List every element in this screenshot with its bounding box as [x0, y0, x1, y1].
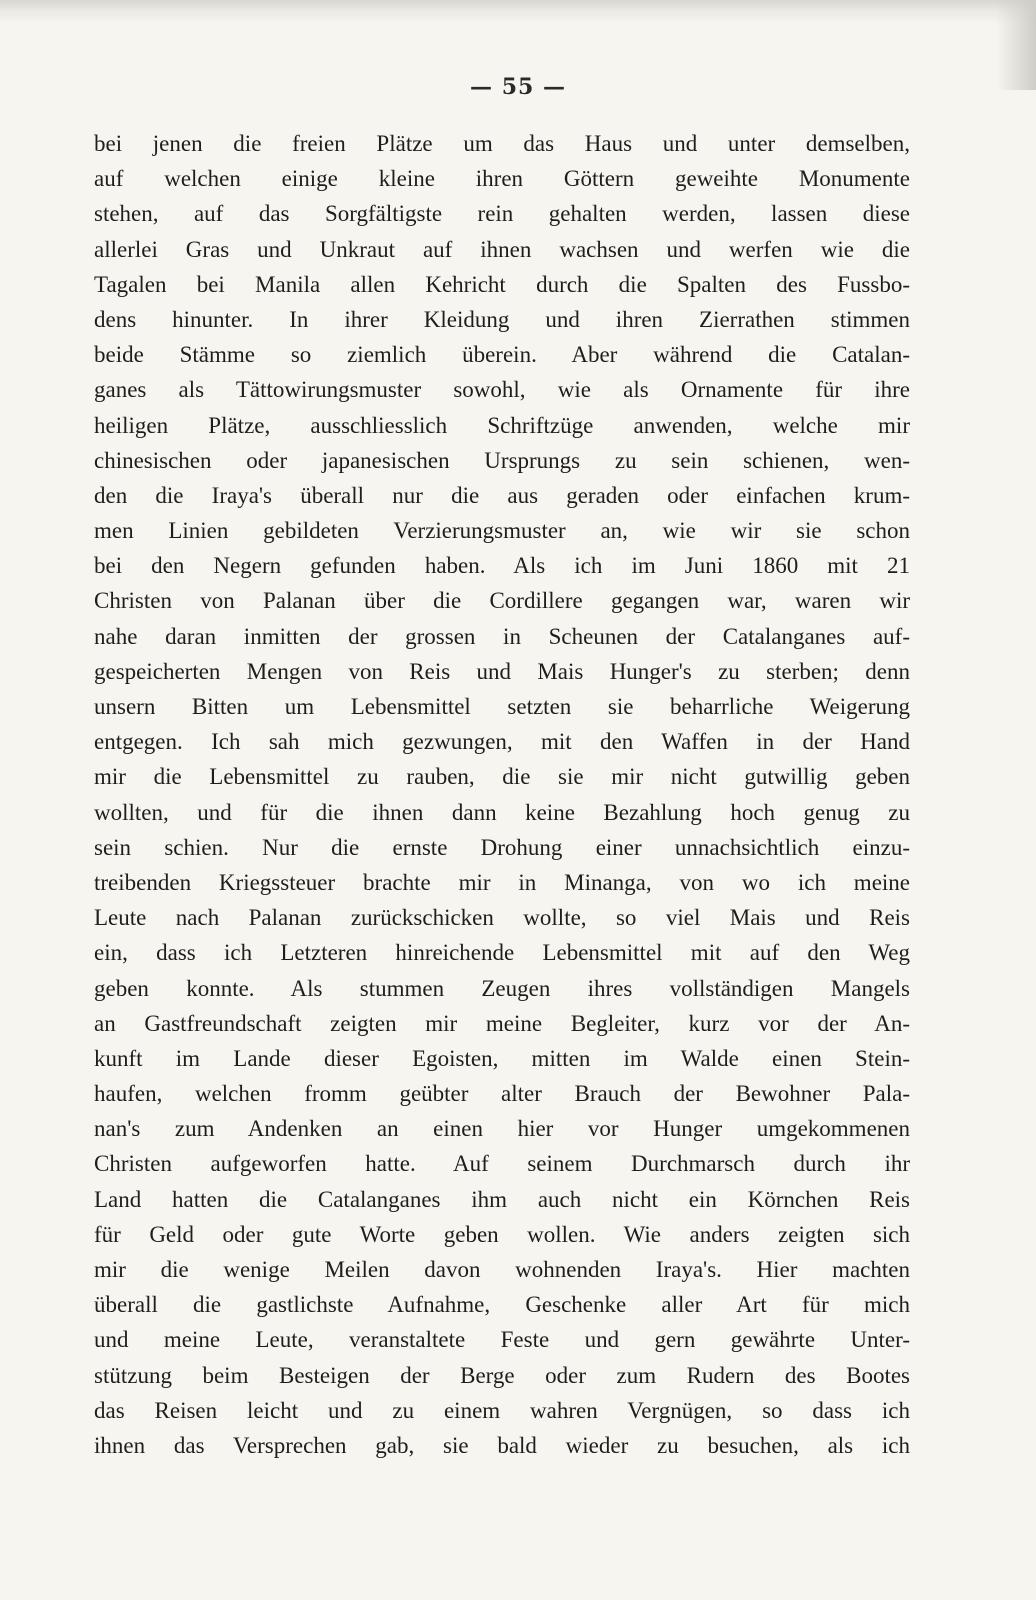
text-line: dens hinunter. In ihrer Kleidung und ihren Zierrathen stimmen	[94, 306, 910, 332]
text-line: sein schien. Nur die ernste Drohung einer unnachsichtlich einzu-	[94, 834, 910, 860]
text-line: geben konnte. Als stummen Zeugen ihres vollständigen Mangels	[94, 975, 910, 1001]
text-line: haufen, welchen fromm geübter alter Brauch der Bewohner Pala-	[94, 1081, 910, 1107]
text-line: allerlei Gras und Unkraut auf ihnen wachsen und werfen wie die	[94, 236, 910, 262]
text-line: auf welchen einige kleine ihren Göttern geweihte Monumente	[94, 166, 910, 192]
text-line: men Linien gebildeten Verzierungsmuster an, wie wir sie schon	[94, 518, 910, 544]
text-line: wollten, und für die ihnen dann keine Bezahlung hoch genug zu	[94, 799, 910, 825]
text-line: nahe daran inmitten der grossen in Scheunen der Catalanganes auf-	[94, 623, 910, 649]
text-line: Leute nach Palanan zurückschicken wollte, so viel Mais und Reis	[94, 905, 910, 931]
text-line: nan's zum Andenken an einen hier vor Hunger umgekommenen	[94, 1116, 910, 1142]
page-number: — 55 —	[470, 74, 566, 100]
text-line: unsern Bitten um Lebensmittel setzten sie beharrliche Weigerung	[94, 694, 910, 719]
text-line: bei jenen die freien Plätze um das Haus und unter demselben,	[94, 131, 910, 156]
text-line: überall die gastlichste Aufnahme, Geschenke aller Art für mich	[94, 1292, 910, 1318]
text-line: an Gastfreundschaft zeigten mir meine Begleiter, kurz vor der An-	[94, 1010, 910, 1036]
text-line: stützung beim Besteigen der Berge oder zum Rudern des Bootes	[94, 1362, 910, 1388]
text-line: stehen, auf das Sorgfältigste rein gehalten werden, lassen diese	[94, 201, 910, 227]
text-line: beide Stämme so ziemlich überein. Aber während die Catalan-	[94, 342, 910, 368]
text-line: das Reisen leicht und zu einem wahren Vergnügen, so dass ich	[94, 1397, 910, 1423]
text-line: mir die wenige Meilen davon wohnenden Iraya's. Hier machten	[94, 1257, 910, 1282]
text-line: für Geld oder gute Worte geben wollen. Wie anders zeigten sich	[94, 1221, 910, 1247]
text-line: bei den Negern gefunden haben. Als ich im Juni 1860 mit 21	[94, 553, 910, 579]
text-line: mir die Lebensmittel zu rauben, die sie mir nicht gutwillig geben	[94, 764, 910, 790]
text-line: und meine Leute, veranstaltete Feste und gern gewährte Unter-	[94, 1327, 910, 1353]
text-line: treibenden Kriegssteuer brachte mir in Minanga, von wo ich meine	[94, 869, 910, 895]
text-line: gespeicherten Mengen von Reis und Mais Hunger's zu sterben; denn	[94, 658, 910, 684]
text-line: den die Iraya's überall nur die aus geraden oder einfachen krum-	[94, 482, 910, 508]
text-line: ganes als Tättowirungsmuster sowohl, wie als Ornamente für ihre	[94, 377, 910, 403]
text-line: heiligen Plätze, ausschliesslich Schriftzüge anwenden, welche mir	[94, 412, 910, 438]
text-line: Tagalen bei Manila allen Kehricht durch die Spalten des Fussbo-	[94, 271, 910, 297]
scan-top-shadow	[0, 0, 1036, 24]
text-line: Christen von Palanan über die Cordillere gegangen war, waren wir	[94, 588, 910, 614]
text-line: ein, dass ich Letzteren hinreichende Lebensmittel mit auf den Weg	[94, 940, 910, 966]
text-line: ihnen das Versprechen gab, sie bald wieder zu besuchen, als ich	[94, 1432, 910, 1458]
text-line: kunft im Lande dieser Egoisten, mitten im Walde einen Stein-	[94, 1045, 910, 1071]
text-line: chinesischen oder japanesischen Ursprungs zu sein schienen, wen-	[94, 447, 910, 473]
text-line: Land hatten die Catalanganes ihm auch nicht ein Körnchen Reis	[94, 1186, 910, 1212]
body-text	[94, 126, 910, 1463]
text-line: entgegen. Ich sah mich gezwungen, mit den Waffen in der Hand	[94, 729, 910, 755]
text-line: Christen aufgeworfen hatte. Auf seinem Durchmarsch durch ihr	[94, 1151, 910, 1177]
